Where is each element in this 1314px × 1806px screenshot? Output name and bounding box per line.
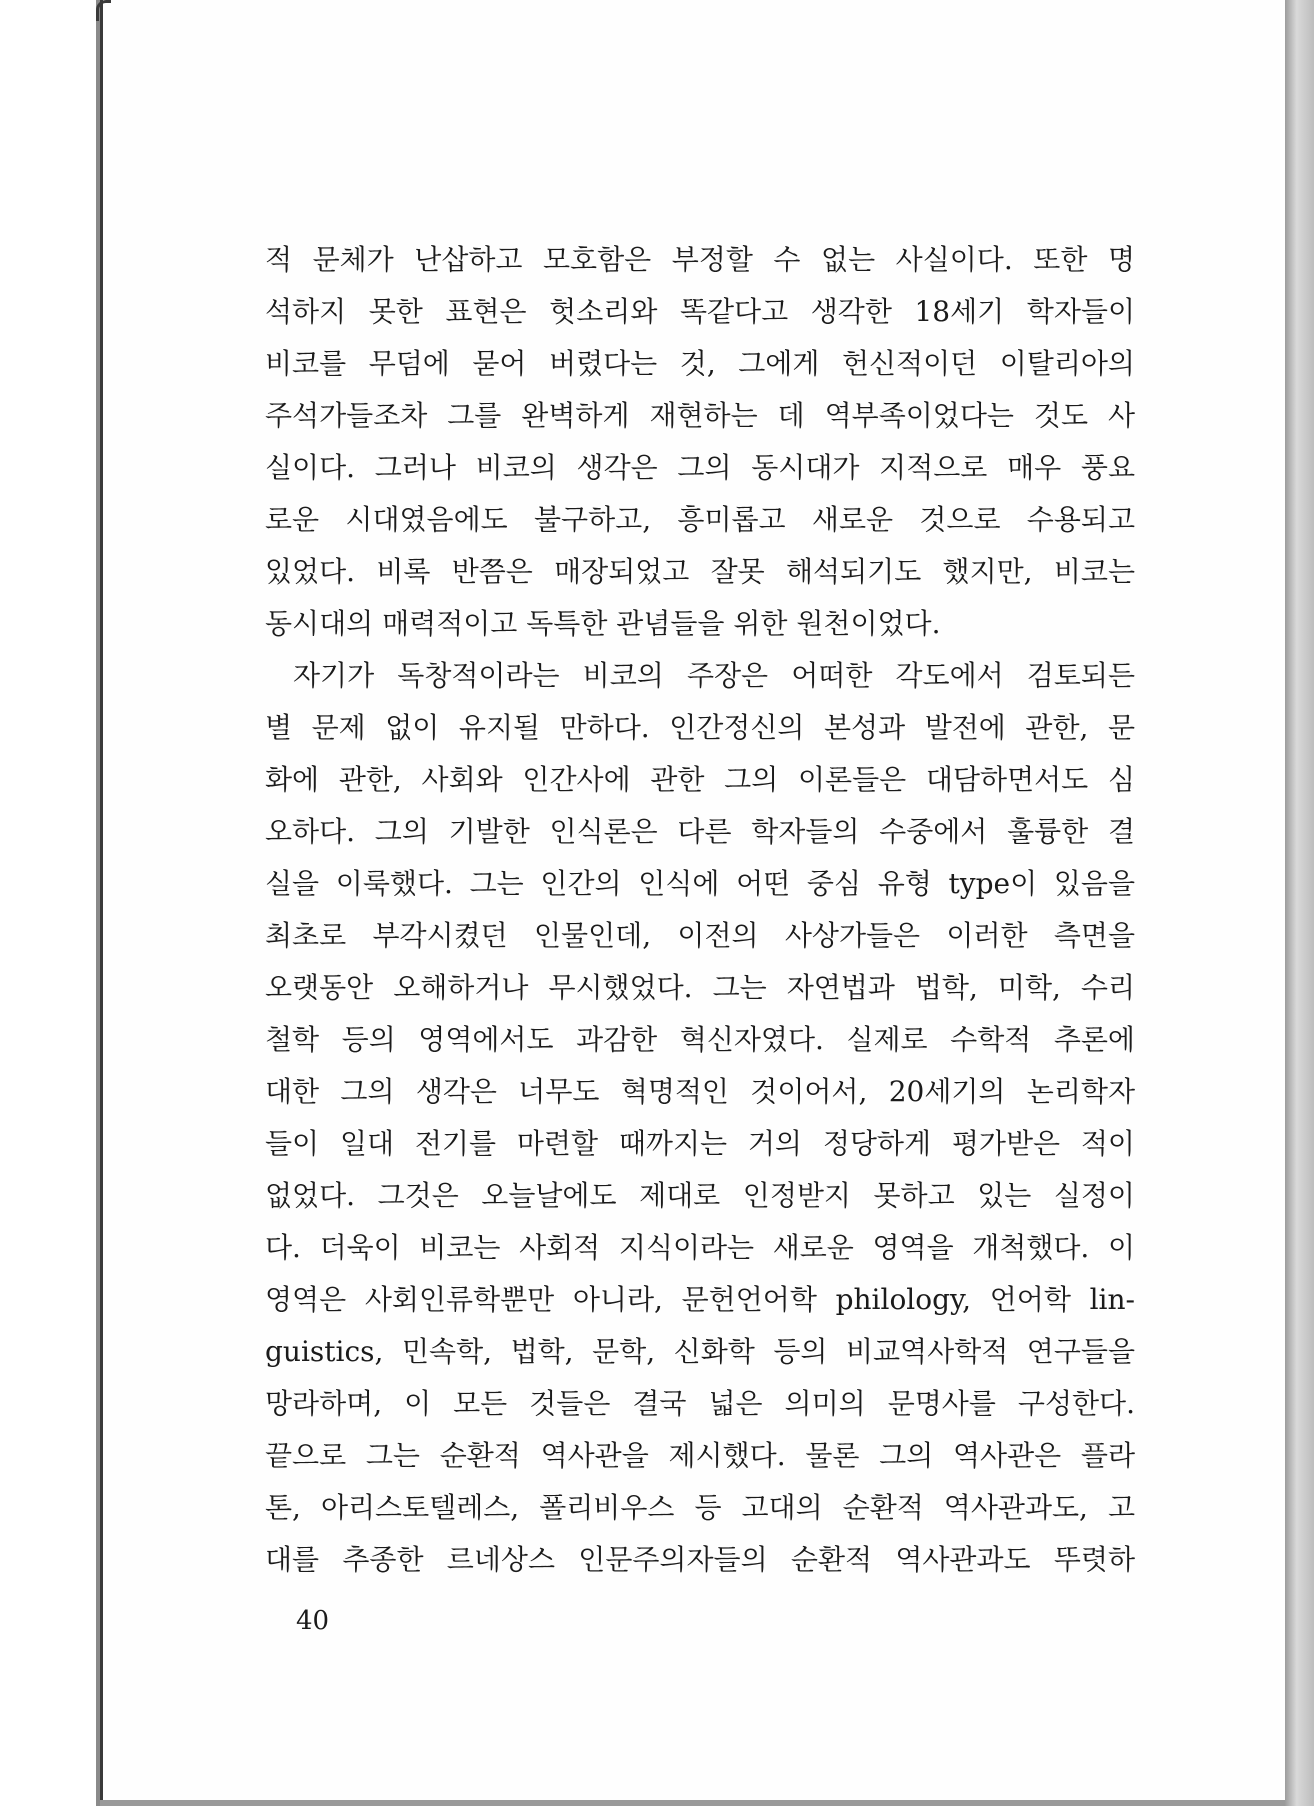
text-line: 들이 일대 전기를 마련할 때까지는 거의 정당하게 평가받은 적이	[265, 1127, 1135, 1160]
body-text	[265, 234, 1135, 1586]
text-line: 대를 추종한 르네상스 인문주의자들의 순환적 역사관과도 뚜렷하	[265, 1543, 1135, 1576]
text-line: 오하다. 그의 기발한 인식론은 다른 학자들의 수중에서 훌륭한 결	[265, 815, 1135, 848]
text-line: 주석가들조차 그를 완벽하게 재현하는 데 역부족이었다는 것도 사	[265, 399, 1135, 432]
text-line: 끝으로 그는 순환적 역사관을 제시했다. 물론 그의 역사관은 플라	[265, 1439, 1135, 1472]
text-line: 로운 시대였음에도 불구하고, 흥미롭고 새로운 것으로 수용되고	[265, 503, 1135, 536]
text-line: 실이다. 그러나 비코의 생각은 그의 동시대가 지적으로 매우 풍요	[265, 451, 1135, 484]
text-line: 비코를 무덤에 묻어 버렸다는 것, 그에게 헌신적이던 이탈리아의	[265, 347, 1135, 380]
text-line: 없었다. 그것은 오늘날에도 제대로 인정받지 못하고 있는 실정이	[265, 1179, 1135, 1212]
text-line: 최초로 부각시켰던 인물인데, 이전의 사상가들은 이러한 측면을	[265, 919, 1135, 952]
text-line: 톤, 아리스토텔레스, 폴리비우스 등 고대의 순환적 역사관과도, 고	[265, 1491, 1135, 1524]
page-bottom-edge	[100, 1800, 1285, 1806]
text-line: 오랫동안 오해하거나 무시했었다. 그는 자연법과 법학, 미학, 수리	[265, 971, 1135, 1004]
text-line: 대한 그의 생각은 너무도 혁명적인 것이어서, 20세기의 논리학자	[265, 1075, 1135, 1108]
text-line: guistics, 민속학, 법학, 문학, 신화학 등의 비교역사학적 연구들을	[265, 1335, 1135, 1368]
text-line: 실을 이룩했다. 그는 인간의 인식에 어떤 중심 유형 type이 있음을	[265, 867, 1135, 900]
text-line: 화에 관한, 사회와 인간사에 관한 그의 이론들은 대담하면서도 심	[265, 763, 1135, 796]
text-line: 철학 등의 영역에서도 과감한 혁신자였다. 실제로 수학적 추론에	[265, 1023, 1135, 1056]
page-edge-shadow	[1285, 0, 1314, 1806]
text-line: 별 문제 없이 유지될 만하다. 인간정신의 본성과 발전에 관한, 문	[265, 711, 1135, 744]
text-line-paragraph-end: 동시대의 매력적이고 독특한 관념들을 위한 원천이었다.	[265, 607, 941, 640]
text-line: 석하지 못한 표현은 헛소리와 똑같다고 생각한 18세기 학자들이	[265, 295, 1135, 328]
text-line: 적 문체가 난삽하고 모호함은 부정할 수 없는 사실이다. 또한 명	[265, 243, 1135, 276]
text-line-paragraph-start: 자기가 독창적이라는 비코의 주장은 어떠한 각도에서 검토되든	[293, 659, 1135, 692]
text-line: 망라하며, 이 모든 것들은 결국 넓은 의미의 문명사를 구성한다.	[265, 1387, 1135, 1420]
text-line: 영역은 사회인류학뿐만 아니라, 문헌언어학 philology, 언어학 lin-	[265, 1283, 1135, 1316]
page-number: 40	[296, 1606, 330, 1636]
page-corner-fold	[96, 0, 111, 21]
text-line: 있었다. 비록 반쯤은 매장되었고 잘못 해석되기도 했지만, 비코는	[265, 555, 1135, 588]
text-line: 다. 더욱이 비코는 사회적 지식이라는 새로운 영역을 개척했다. 이	[265, 1231, 1135, 1264]
